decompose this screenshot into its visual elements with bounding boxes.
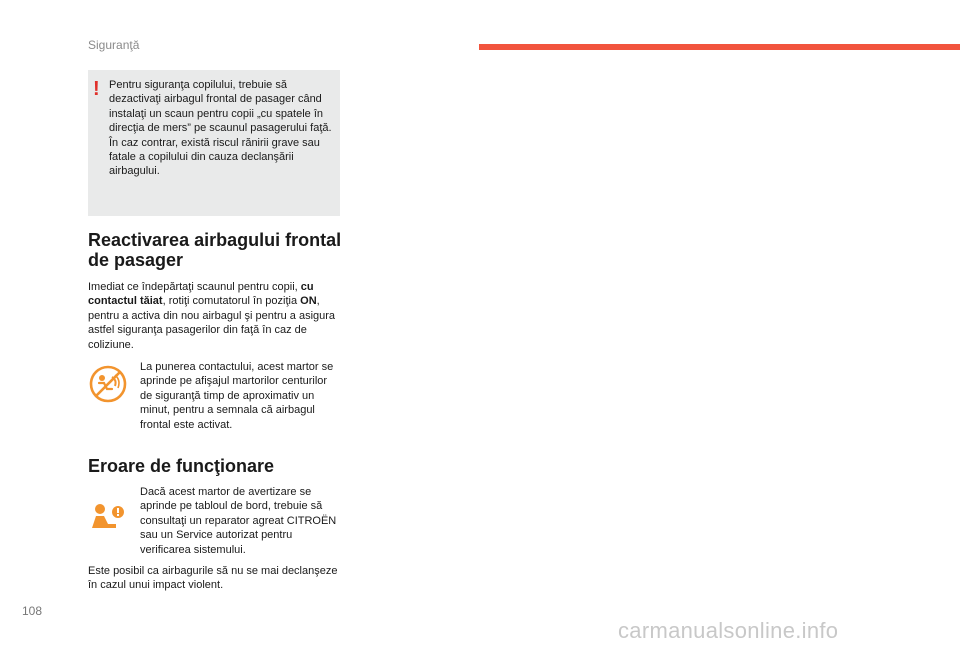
reactivation-text-1: Imediat ce îndepărtaţi scaunul pentru copii, bbox=[88, 281, 301, 293]
watermark: carmanualsonline.info bbox=[618, 618, 839, 643]
airbag-on-notice: La punerea contactului, acest martor se aprinde pe afişajul martorilor centurilor de siguranţă timp de aproximativ un minut, pentru a semnala că airbagul frontal este activat. bbox=[140, 361, 334, 431]
reactivation-bold-2: ON bbox=[300, 295, 317, 308]
reactivation-heading: Reactivarea airbagului frontal de pasager bbox=[88, 230, 342, 270]
header-accent-bar bbox=[479, 44, 960, 50]
airbag-fault-icon bbox=[90, 502, 128, 534]
exclamation-icon: ! bbox=[93, 78, 100, 100]
malfunction-final-paragraph: Este posibil ca airbagurile să nu se mai declanşeze în cazul unui impact violent. bbox=[88, 565, 338, 592]
warning-box bbox=[88, 70, 340, 216]
malfunction-heading: Eroare de funcţionare bbox=[88, 456, 275, 476]
section-label: Siguranţă bbox=[88, 38, 140, 52]
airbag-off-icon bbox=[88, 364, 128, 404]
malfunction-notice: Dacă acest martor de avertizare se aprinde pe tabloul de bord, trebuie să consultaţi un reparator agreat CITROËN sau un Service autorizat pentru verificarea sistemului. bbox=[140, 486, 337, 556]
reactivation-paragraph bbox=[88, 280, 344, 352]
reactivation-bold-1: cu contactul tăiat bbox=[88, 281, 314, 308]
reactivation-text-3: , pentru a activa din nou airbagul şi pentru a asigura astfel siguranţa pasagerilor din faţă în caz de coliziune. bbox=[88, 295, 336, 351]
reactivation-text-2: , rotiţi comutatorul în poziţia bbox=[162, 295, 301, 308]
page-number: 108 bbox=[22, 604, 43, 618]
warning-text: Pentru siguranţa copilului, trebuie să dezactivaţi airbagul frontal de pasager când instalaţi un scaun pentru copii „cu spatele în direcţia de mers” pe scaunul pasagerului faţă. În caz contrar, există riscul rănirii grave sau fatale a copilului din cauza declanşării airbagului. bbox=[109, 79, 332, 178]
